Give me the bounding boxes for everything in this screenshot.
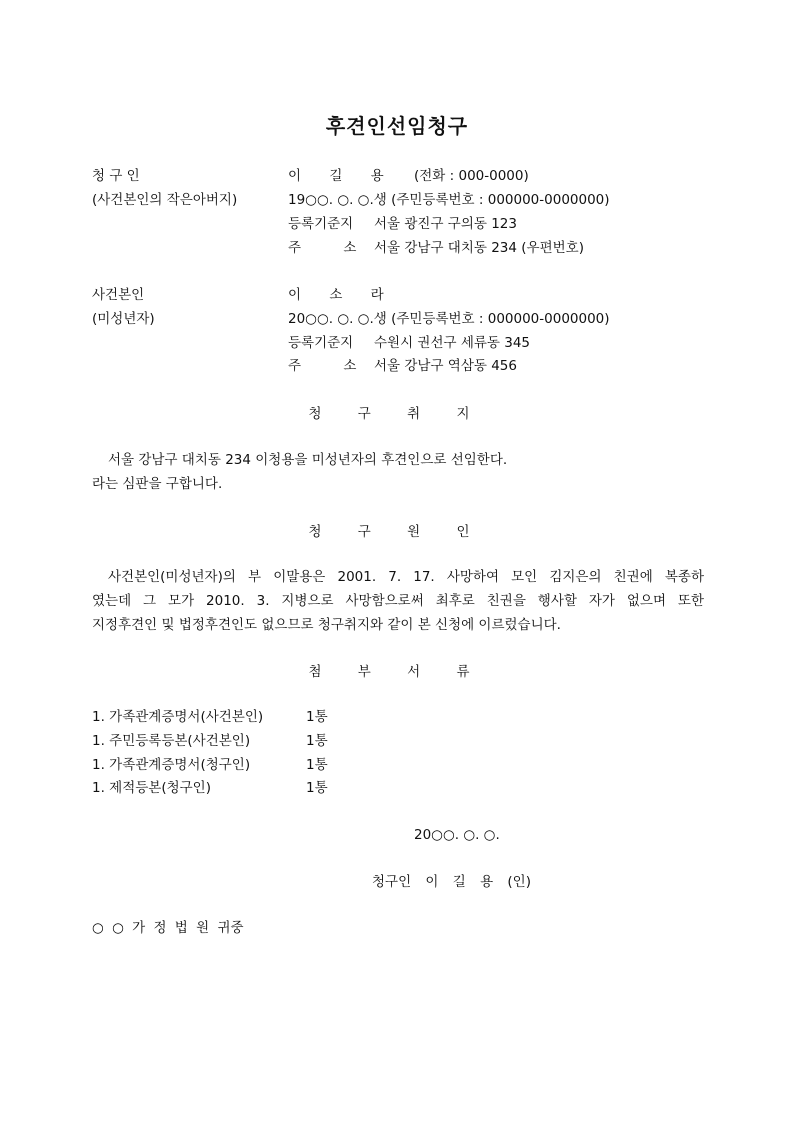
subject-reg-value: 수원시 권선구 세류동 345 (374, 335, 531, 351)
purpose-line-1: 서울 강남구 대치동 234 이청용을 미성년자의 후견인으로 선임한다. (108, 452, 508, 468)
document-date: 20○○. ○. ○. (414, 827, 500, 843)
document-title: 후견인선임청구 (325, 114, 469, 138)
subject-name: 이 소 라 (288, 287, 396, 303)
attachment-item-count: 1통 (306, 780, 328, 796)
claimant-name: 이 길 용 (288, 168, 396, 184)
cause-heading: 청 구 원 인 (308, 524, 486, 540)
claimant-phone: (전화 : 000-0000) (414, 168, 529, 184)
cause-line-3: 지정후견인 및 법정후견인도 없으므로 청구취지와 같이 본 신청에 이르렀습니다. (92, 617, 561, 633)
attachment-item-label: 1. 주민등록등본(사건본인) (92, 733, 251, 749)
court-addressee: ○ ○ 가 정 법 원 귀중 (92, 920, 244, 936)
subject-addr-label: 주 소 (288, 358, 357, 374)
attachment-item-label: 1. 가족관계증명서(청구인) (92, 757, 251, 773)
subject-addr-value: 서울 강남구 역삼동 456 (374, 358, 517, 374)
subject-birth: 20○○. ○. ○.생 (주민등록번호 : 000000-0000000) (288, 311, 610, 327)
claimant-birth: 19○○. ○. ○.생 (주민등록번호 : 000000-0000000) (288, 192, 610, 208)
cause-paragraph (92, 565, 704, 637)
attachment-item-count: 1통 (306, 757, 328, 773)
attachment-item-count: 1통 (306, 733, 328, 749)
claimant-reg-label: 등록기준지 (288, 216, 354, 232)
attachment-item-count: 1통 (306, 709, 328, 725)
claimant-addr-value: 서울 강남구 대치동 234 (우편번호) (374, 240, 584, 256)
attachment-item-label: 1. 가족관계증명서(사건본인) (92, 709, 264, 725)
attachment-item-label: 1. 제적등본(청구인) (92, 780, 211, 796)
claimant-reg-value: 서울 광진구 구의동 123 (374, 216, 517, 232)
subject-relation: (미성년자) (92, 311, 155, 327)
purpose-line-2: 라는 심판을 구합니다. (92, 476, 223, 492)
signature-line: 청구인 이 길 용 (인) (372, 874, 531, 890)
subject-role: 사건본인 (92, 287, 145, 303)
purpose-heading: 청 구 취 지 (308, 406, 486, 422)
cause-line-1: 사건본인(미성년자)의 부 이말용은 2001. 7. 17. 사망하여 모인 김지은의 친권에 복종하 (108, 569, 704, 585)
subject-reg-label: 등록기준지 (288, 335, 354, 351)
claimant-addr-label: 주 소 (288, 240, 357, 256)
attachments-heading: 첨 부 서 류 (308, 664, 486, 680)
cause-line-2: 였는데 그 모가 2010. 3. 지병으로 사망함으로써 최후로 친권을 행사할 자가 없으며 또한 (92, 593, 704, 609)
claimant-relation: (사건본인의 작은아버지) (92, 192, 238, 208)
claimant-role: 청 구 인 (92, 168, 140, 184)
